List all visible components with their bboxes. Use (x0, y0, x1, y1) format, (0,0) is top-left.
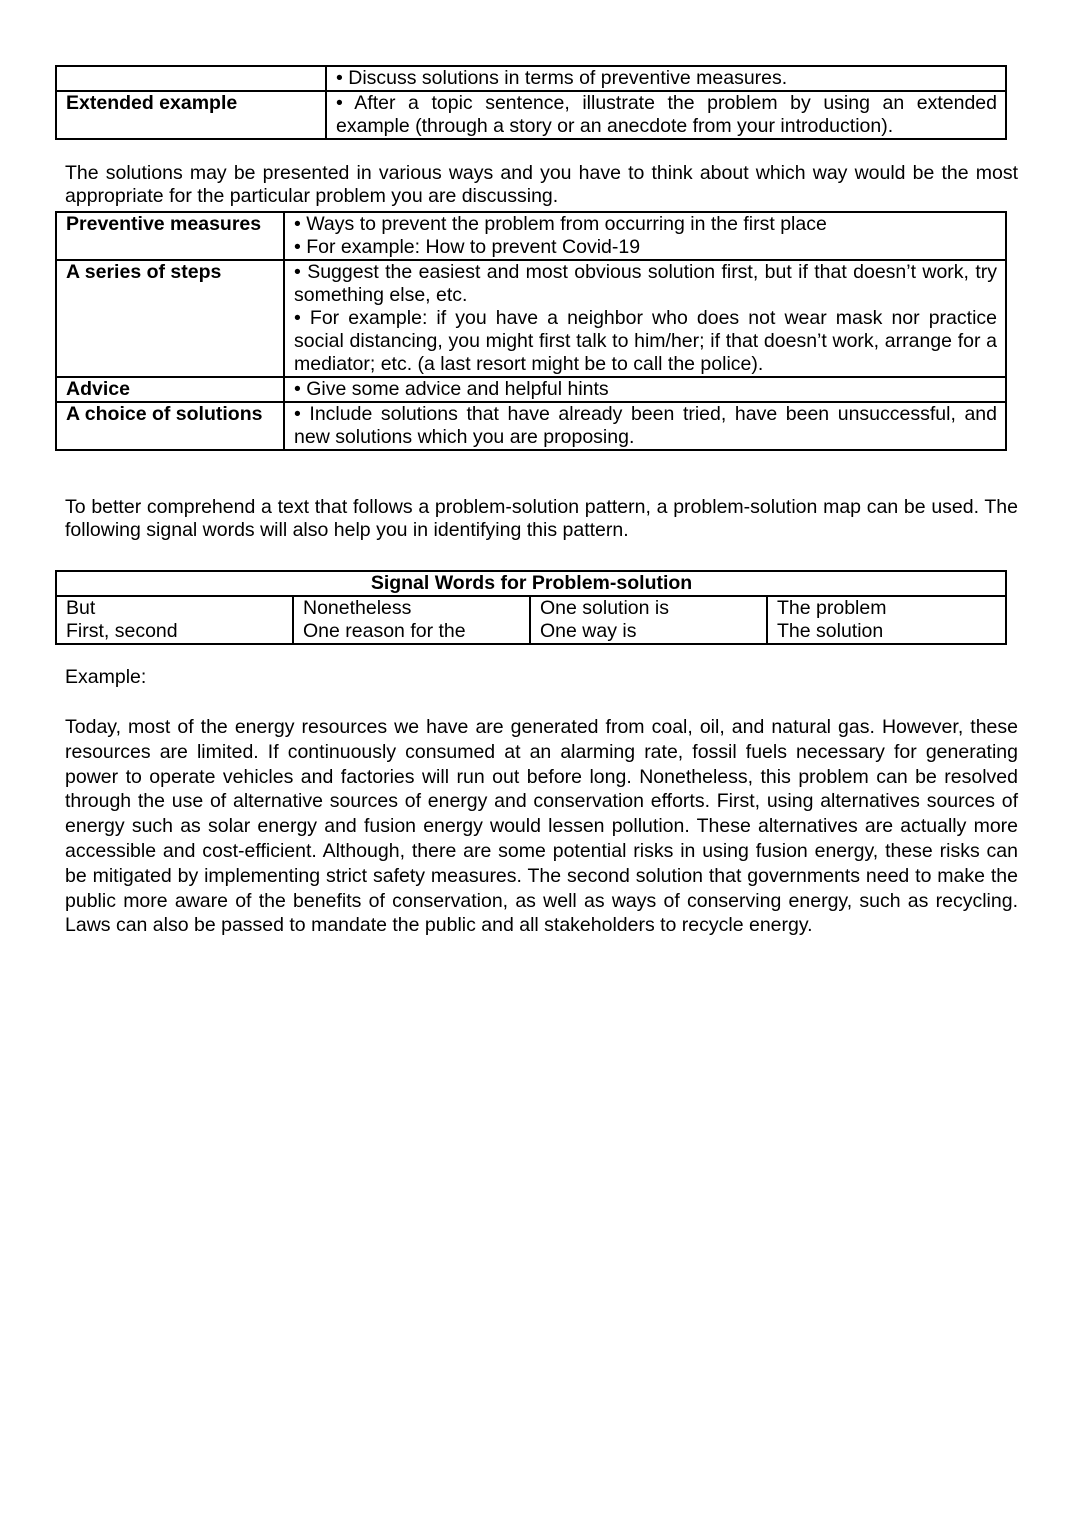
row-description (284, 377, 1006, 402)
bullet-text: • For example: if you have a neighbor who does not wear mask nor practice social distancing, you might first talk to him/her; if that doesn’t work, arrange for a mediator; etc. (a last resort might be to call the police). (294, 307, 997, 375)
row-description (326, 66, 1006, 91)
row-label: Preventive measures (56, 212, 284, 260)
bullet-text: • After a topic sentence, illustrate the problem by using an extended example (through a story or an anecdote from your introduction). (336, 92, 997, 137)
signal-word: The problem (777, 597, 887, 619)
signal-words-intro-paragraph: To better comprehend a text that follows a problem-solution pattern, a problem-solution map can be used. The following signal words will also help you in identifying this pattern. (65, 496, 1018, 541)
signal-words-cell (530, 596, 767, 644)
signal-word: Nonetheless (303, 597, 412, 619)
row-label: A series of steps (56, 260, 284, 377)
signal-word: The solution (777, 620, 884, 642)
bullet-text: • Suggest the easiest and most obvious solution first, but if that doesn’t work, try something else, etc. (294, 261, 997, 306)
signal-words-cell (293, 596, 530, 644)
table-row (56, 212, 1006, 260)
row-label: A choice of solutions (56, 402, 284, 450)
signal-word: One solution is (540, 597, 669, 619)
bullet-text: • Ways to prevent the problem from occurring in the first place (294, 213, 827, 235)
signal-word: First, second (66, 620, 178, 642)
signal-words-cell (767, 596, 1006, 644)
example-paragraph: Today, most of the energy resources we have are generated from coal, oil, and natural gas. However, these resources are limited. If continuously consumed at an alarming rate, fossil fuels necessary for generating power to operate vehicles and factories will run out before long. Nonetheless, this problem can be resolved through the use of alternative sources of energy and conservation efforts. First, using alternatives sources of energy such as solar energy and fusion energy would lessen pollution. These alternatives are actually more accessible and cost-efficient. Although, there are some potential risks in using fusion energy, these risks can be mitigated by implementing strict safety measures. The second solution that governments need to make the public more aware of the benefits of conservation, as well as ways of conserving energy, such as recycling. Laws can also be passed to mandate the public and all stakeholders to recycle energy. (65, 716, 1018, 937)
solutions-intro-paragraph: The solutions may be presented in various ways and you have to think about which way would be the most appropriate for the particular problem you are discussing. (65, 162, 1018, 207)
bullet-text: • Give some advice and helpful hints (294, 378, 609, 400)
strategies-table-continued (55, 65, 1007, 140)
table-row (56, 596, 1006, 644)
row-description (284, 212, 1006, 260)
row-label: Advice (56, 377, 284, 402)
bullet-text: • Include solutions that have already been tried, have been unsuccessful, and new solutions which you are proposing. (294, 403, 997, 448)
row-label (56, 66, 326, 91)
signal-word: One way is (540, 620, 637, 642)
table-row (56, 402, 1006, 450)
table-header-row (56, 571, 1006, 596)
row-description (284, 260, 1006, 377)
signal-word: One reason for the (303, 620, 466, 642)
example-label: Example: (65, 666, 147, 688)
signal-word: But (66, 597, 96, 619)
table-row (56, 66, 1006, 91)
table-row (56, 377, 1006, 402)
row-description (326, 91, 1006, 139)
solutions-table (55, 211, 1007, 451)
row-description (284, 402, 1006, 450)
bullet-text: • Discuss solutions in terms of preventive measures. (336, 67, 788, 89)
table-row (56, 260, 1006, 377)
table-row (56, 91, 1006, 139)
bullet-text: • For example: How to prevent Covid-19 (294, 236, 641, 258)
row-label: Extended example (56, 91, 326, 139)
table-title: Signal Words for Problem-solution (56, 571, 1006, 596)
signal-words-table (55, 570, 1007, 645)
signal-words-cell (56, 596, 293, 644)
